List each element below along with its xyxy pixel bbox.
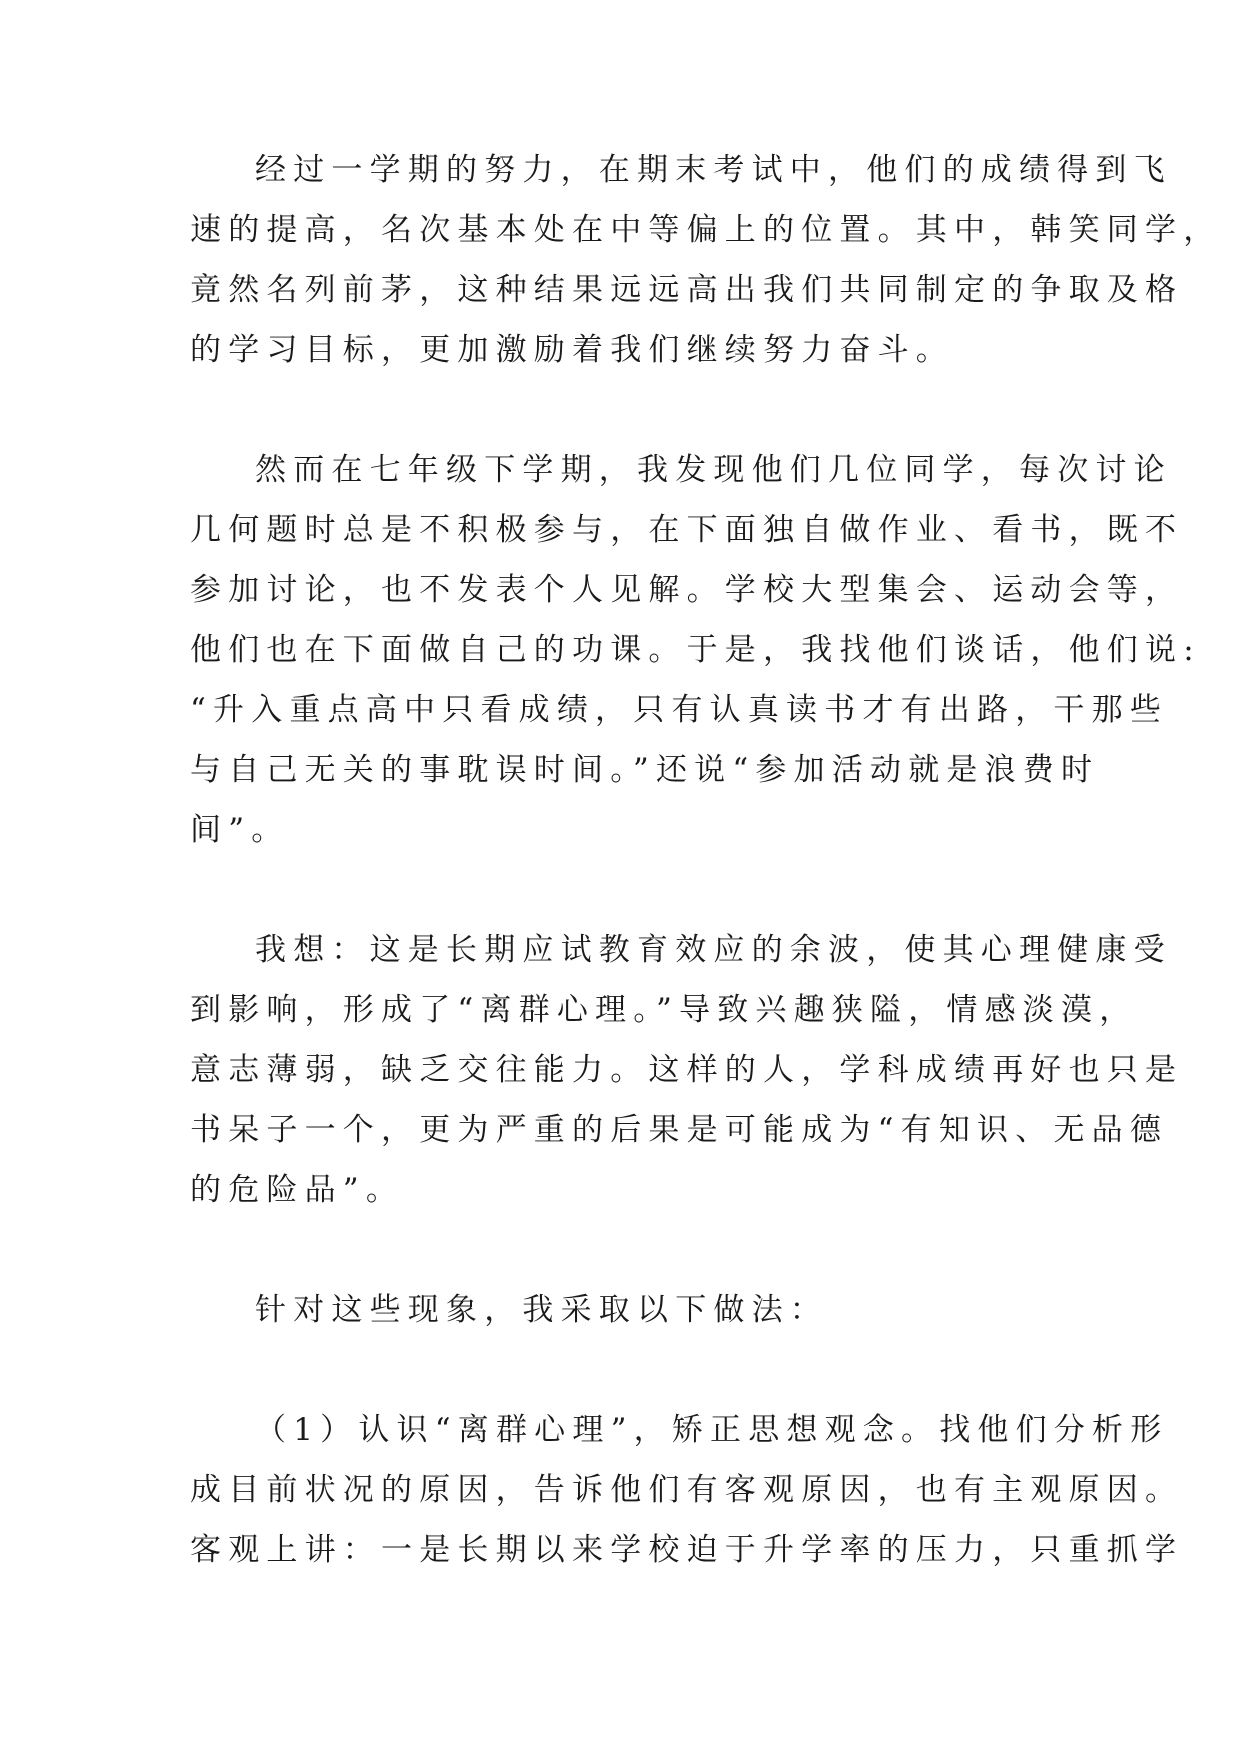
paragraph-line: 几何题时总是不积极参与，在下面独自做作业、看书，既不 xyxy=(190,512,1184,548)
paragraph-line: 的学习目标，更加激励着我们继续努力奋斗。 xyxy=(190,332,954,368)
paragraph-line: 经过一学期的努力，在期末考试中，他们的成绩得到飞 xyxy=(255,152,1172,188)
paragraph-line: 书呆子一个，更为严重的后果是可能成为“有知识、无品德 xyxy=(190,1112,1169,1148)
paragraph-line: （1）认识“离群心理”，矫正思想观念。找他们分析形 xyxy=(255,1412,1169,1448)
paragraph-line: 间”。 xyxy=(190,812,290,848)
paragraph-line: 意志薄弱，缺乏交往能力。这样的人，学科成绩再好也只是 xyxy=(190,1052,1184,1088)
paragraph-line: 速的提高，名次基本处在中等偏上的位置。其中，韩笑同学， xyxy=(190,212,1222,248)
paragraph-line: 针对这些现象，我采取以下做法： xyxy=(255,1292,828,1328)
paragraph-line: 参加讨论，也不发表个人见解。学校大型集会、运动会等， xyxy=(190,572,1184,608)
paragraph-line: 与自己无关的事耽误时间。”还说“参加活动就是浪费时 xyxy=(190,752,1100,788)
paragraph-line: 我想：这是长期应试教育效应的余波，使其心理健康受 xyxy=(255,932,1172,968)
paragraph-line: 竟然名列前茅，这种结果远远高出我们共同制定的争取及格 xyxy=(190,272,1184,308)
paragraph-line: 到影响，形成了“离群心理。”导致兴趣狭隘，情感淡漠， xyxy=(190,992,1138,1028)
paragraph-line: 他们也在下面做自己的功课。于是，我找他们谈话，他们说: xyxy=(190,632,1201,668)
paragraph-line: “升入重点高中只看成绩，只有认真读书才有出路，干那些 xyxy=(190,692,1169,728)
paragraph-line: 客观上讲：一是长期以来学校迫于升学率的压力，只重抓学 xyxy=(190,1532,1184,1568)
paragraph-line: 的危险品”。 xyxy=(190,1172,405,1208)
paragraph-line: 成目前状况的原因，告诉他们有客观原因，也有主观原因。 xyxy=(190,1472,1184,1508)
paragraph-line: 然而在七年级下学期，我发现他们几位同学，每次讨论 xyxy=(255,452,1172,488)
